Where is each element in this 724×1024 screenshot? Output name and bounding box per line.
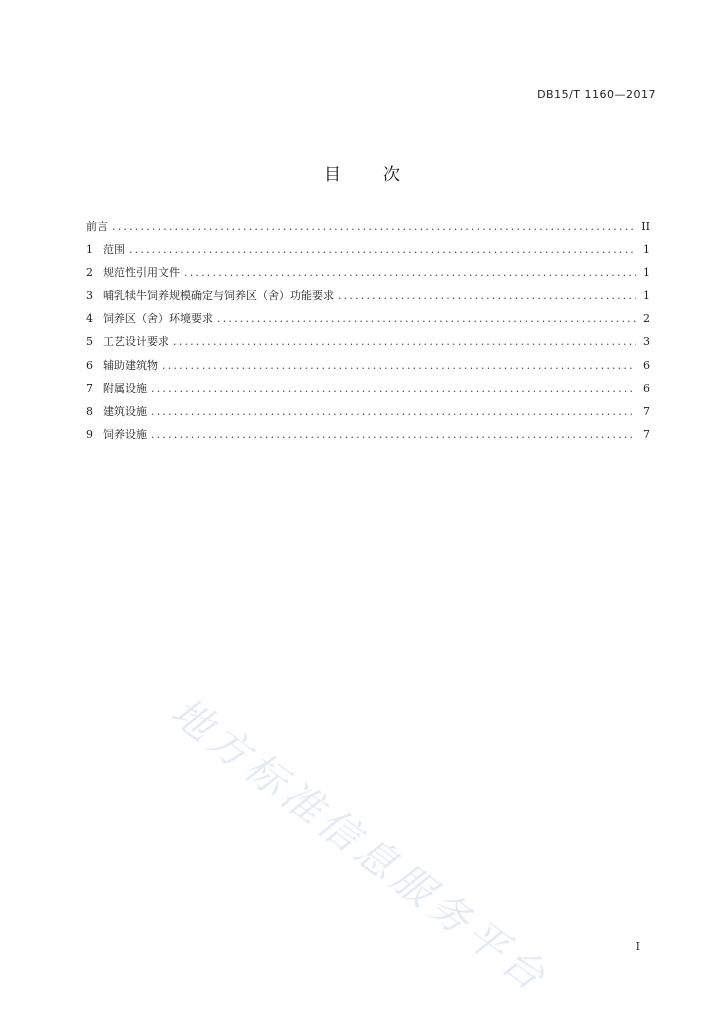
toc-entry-3[interactable]	[86, 287, 650, 310]
toc-entry-title: 饲养设施	[103, 427, 147, 441]
toc-entry-number: 6	[86, 358, 93, 372]
toc-entry-number: 9	[86, 427, 93, 441]
toc-entry-number: 7	[86, 381, 93, 395]
toc-entry-page: 7	[643, 427, 650, 441]
toc-entry-number: 2	[86, 266, 93, 280]
toc-entry-5[interactable]	[86, 333, 650, 356]
toc-dot-leader	[338, 289, 636, 302]
toc-entry-title: 前言	[86, 220, 108, 233]
toc-entry-6[interactable]	[86, 357, 650, 380]
toc-dot-leader	[112, 220, 636, 233]
toc-entry-page: 7	[643, 404, 650, 418]
toc-entry-1[interactable]	[86, 241, 650, 264]
toc-entry-page: 6	[643, 358, 650, 372]
toc-entry-number: 8	[86, 404, 93, 418]
toc-entry-title: 范围	[103, 243, 125, 257]
toc-dot-leader	[217, 312, 636, 325]
toc-dot-leader	[151, 382, 636, 395]
watermark: 地方标准信息服务平台	[162, 688, 558, 1003]
toc-dot-leader	[173, 335, 636, 348]
toc-entry-title: 工艺设计要求	[103, 335, 169, 349]
toc-entry-foreword[interactable]	[86, 218, 650, 241]
page-number: I	[635, 940, 640, 953]
toc-dot-leader	[162, 359, 636, 372]
toc-entry-title: 附属设施	[103, 381, 147, 395]
toc-entry-page: II	[641, 220, 650, 233]
toc-entry-number: 1	[86, 243, 93, 257]
toc-entry-page: 6	[643, 381, 650, 395]
toc-entry-title: 建筑设施	[103, 404, 147, 418]
toc-dot-leader	[129, 243, 636, 256]
toc-entry-4[interactable]	[86, 310, 650, 333]
toc-entry-title: 哺乳犊牛饲养规模确定与饲养区（舍）功能要求	[103, 289, 334, 303]
toc-entry-title: 辅助建筑物	[103, 358, 158, 372]
toc-entry-number: 3	[86, 289, 93, 303]
toc-entry-title: 规范性引用文件	[103, 266, 180, 280]
toc-entry-page: 1	[643, 266, 650, 280]
toc-entry-2[interactable]	[86, 264, 650, 287]
toc-entry-page: 1	[643, 243, 650, 257]
table-of-contents	[86, 218, 650, 449]
toc-entry-title: 饲养区（舍）环境要求	[103, 312, 213, 326]
toc-entry-9[interactable]	[86, 426, 650, 449]
toc-dot-leader	[151, 405, 636, 418]
toc-entry-page: 1	[643, 289, 650, 303]
toc-entry-page: 3	[643, 335, 650, 349]
toc-entry-7[interactable]	[86, 380, 650, 403]
toc-title: 目次	[324, 165, 442, 185]
toc-entry-number: 5	[86, 335, 93, 349]
toc-dot-leader	[151, 428, 636, 441]
toc-entry-number: 4	[86, 312, 93, 326]
standard-code: DB15/T 1160—2017	[537, 88, 656, 101]
toc-dot-leader	[184, 266, 636, 279]
toc-entry-page: 2	[643, 312, 650, 326]
toc-entry-8[interactable]	[86, 403, 650, 426]
